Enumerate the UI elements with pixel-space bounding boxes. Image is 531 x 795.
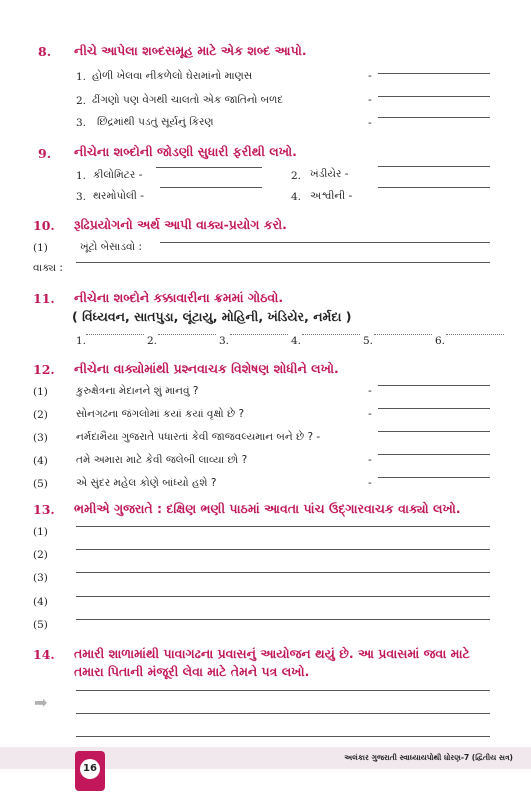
- q12-item3-number: (3): [33, 432, 48, 444]
- q8-item2-number: 2.: [76, 95, 87, 107]
- q13-line2-number: (2): [33, 549, 48, 561]
- q11-blank1-number: 1.: [76, 335, 87, 347]
- q10-item1-number: (1): [33, 242, 48, 254]
- q12-item1-text: કુરુક્ષેત્રના મેદાનને શું માનવું ?: [76, 385, 199, 397]
- q11-blank6-line[interactable]: [446, 334, 504, 335]
- q12-item4-answer-line[interactable]: [378, 454, 490, 455]
- q13-line4-number: (4): [33, 596, 48, 608]
- q13-line4[interactable]: [76, 596, 490, 597]
- q12-title: નીચેના વાક્યોમાંથી પ્રશ્નવાચક વિશેષણ શોધીને લખો.: [74, 361, 339, 376]
- page-number: 16: [80, 759, 100, 779]
- q14-line2[interactable]: [76, 713, 490, 714]
- q12-item3-text: નર્મદામૈયા ગુજરાતે પધારતાં કેવી જાજવલ્યમાન બને છે ? -: [76, 431, 321, 443]
- q9-item3-number: 3.: [76, 191, 87, 203]
- q8-title: નીચે આપેલા શબ્દસમૂહ માટે એક શબ્દ આપો.: [74, 43, 307, 58]
- q11-blank2-line[interactable]: [158, 334, 216, 335]
- q9-item3-text: થરમોપોલી -: [93, 190, 145, 202]
- q9-number: 9.: [38, 146, 52, 161]
- q8-item3-number: 3.: [76, 117, 87, 129]
- q13-line2[interactable]: [76, 549, 490, 550]
- q9-title: નીચેના શબ્દોની જોડણી સુધારી ફરીથી લખો.: [74, 144, 297, 159]
- q14-title-line1: તમારી શાળામાંથી પાવાગઢના પ્રવાસનું આયોજન થયું છે. આ પ્રવાસમાં જવા માટે: [74, 646, 470, 661]
- q11-blank4-number: 4.: [291, 335, 302, 347]
- q13-line5[interactable]: [76, 619, 490, 620]
- q11-blank2-number: 2.: [147, 335, 158, 347]
- q8-item2-answer-line[interactable]: [378, 96, 490, 97]
- q12-item1-number: (1): [33, 386, 48, 398]
- q12-item4-number: (4): [33, 455, 48, 467]
- q8-item1-text: હોળી ખેલવા નીકળેલો ઘેરામાંનો માણસ: [92, 70, 253, 82]
- arrow-right-icon: ➡: [34, 693, 48, 712]
- q12-item4-dash: -: [368, 454, 372, 466]
- q13-line5-number: (5): [33, 619, 48, 631]
- q12-item5-answer-line[interactable]: [378, 477, 490, 478]
- q14-number: 14.: [33, 647, 55, 662]
- q12-number: 12.: [33, 362, 55, 377]
- q11-word-list: ( વિંધ્યવન, સાતપુડા, લૂંટાયુ, મોહિની, ખંડિયેર, નર્મદા ): [72, 309, 352, 324]
- q8-item3-text: છિદ્રમાંથી પડતું સૂર્યનું કિરણ: [97, 116, 214, 128]
- q11-blank4-line[interactable]: [302, 334, 360, 335]
- q9-item4-answer-line[interactable]: [378, 187, 490, 188]
- q11-number: 11.: [33, 291, 55, 306]
- q12-item3-answer-line[interactable]: [378, 431, 490, 432]
- q9-item2-answer-line[interactable]: [378, 166, 490, 167]
- q12-item5-number: (5): [33, 478, 48, 490]
- q9-item2-text: ખંડીયેર -: [310, 168, 349, 180]
- q9-item3-answer-line[interactable]: [160, 187, 262, 188]
- q10-item1-text: ખૂંટો બેસાડવો :: [80, 241, 143, 253]
- q8-number: 8.: [38, 44, 52, 59]
- q10-sentence-line[interactable]: [76, 262, 490, 263]
- q12-item2-number: (2): [33, 409, 48, 421]
- q11-blank5-line[interactable]: [374, 334, 432, 335]
- q8-item3-dash: -: [368, 117, 372, 129]
- q9-item4-text: અશ્વીની -: [310, 190, 353, 202]
- q13-line3[interactable]: [76, 572, 490, 573]
- q8-item2-text: ઢીંગણો પણ વેગથી ચાલતો એક જાતિનો બળદ: [92, 94, 284, 106]
- q13-line1[interactable]: [76, 526, 490, 527]
- q9-item1-answer-line[interactable]: [156, 167, 262, 168]
- q9-item2-number: 2.: [291, 170, 302, 182]
- q11-blank3-line[interactable]: [230, 334, 288, 335]
- q11-blank5-number: 5.: [363, 335, 374, 347]
- q11-blank3-number: 3.: [219, 335, 230, 347]
- q10-title: રૂઢિપ્રયોગનો અર્થ આપી વાક્ય-પ્રયોગ કરો.: [74, 217, 287, 232]
- q9-item4-number: 4.: [291, 191, 302, 203]
- q14-line3[interactable]: [76, 736, 490, 737]
- q12-item2-dash: -: [368, 408, 372, 420]
- q9-item1-number: 1.: [76, 170, 87, 182]
- q13-title: ભમીએ ગુજરાતે : દક્ષિણ ભણી પાઠમાં આવતા પાંચ ઉદ્ગારવાચક વાક્યો લખો.: [74, 501, 461, 516]
- q12-item5-dash: -: [368, 477, 372, 489]
- q12-item5-text: એ સુંદર મહેલ કોણે બાંધ્યો હશે ?: [76, 477, 217, 489]
- q12-item2-answer-line[interactable]: [378, 408, 490, 409]
- q12-item1-answer-line[interactable]: [378, 385, 490, 386]
- q12-item1-dash: -: [368, 385, 372, 397]
- q8-item2-dash: -: [368, 94, 372, 106]
- footer-book-title: અલંકાર ગુજરાતી સ્વાધ્યાયપોથી ધોરણ-7 (દ્વિતીય સત્ર): [344, 753, 513, 762]
- q10-vakya-label: વાક્ય :: [33, 262, 63, 274]
- q13-line3-number: (3): [33, 572, 48, 584]
- q9-item1-text: કીલોમિટર -: [93, 169, 143, 181]
- q14-line1[interactable]: [76, 690, 490, 691]
- q14-title-line2: તમારા પિતાની મંજૂરી લેવા માટે તેમને પત્ર લખો.: [74, 664, 310, 679]
- q8-item1-answer-line[interactable]: [378, 73, 490, 74]
- q8-item3-answer-line[interactable]: [378, 117, 490, 118]
- q8-item1-dash: -: [368, 70, 372, 82]
- q13-number: 13.: [33, 502, 55, 517]
- q11-blank1-line[interactable]: [86, 334, 144, 335]
- q12-item4-text: તમે અમારા માટે કેવી જલેબી લાવ્યા છો ?: [76, 454, 248, 466]
- q13-line1-number: (1): [33, 526, 48, 538]
- q10-number: 10.: [33, 218, 55, 233]
- q12-item2-text: સોનગઢના જંગલોમાં કયાં કયાં વૃક્ષો છે ?: [76, 408, 245, 420]
- q11-blank6-number: 6.: [435, 335, 446, 347]
- q11-title: નીચેના શબ્દોને કક્કાવારીના ક્રમમાં ગોઠવો.: [74, 290, 284, 305]
- q10-meaning-line[interactable]: [160, 242, 490, 243]
- q8-item1-number: 1.: [76, 71, 87, 83]
